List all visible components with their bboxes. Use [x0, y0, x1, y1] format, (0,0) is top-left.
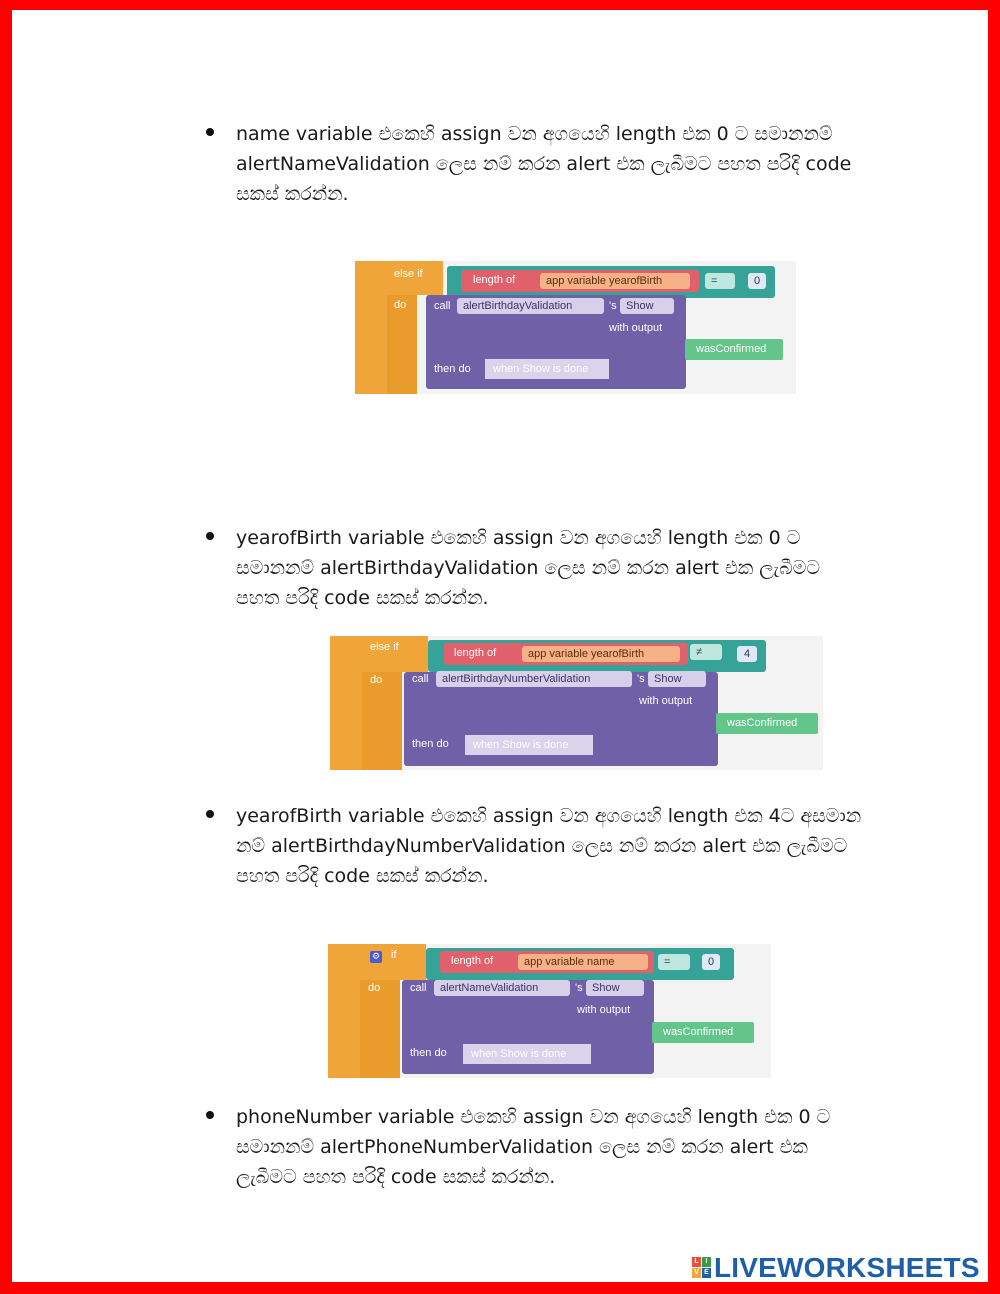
alert-dropdown: alertNameValidation	[434, 980, 570, 996]
variable-dropdown: app variable name	[518, 954, 648, 970]
bullet-dot	[206, 532, 214, 540]
call-label: call	[412, 673, 429, 685]
method-dropdown: Show	[620, 298, 674, 314]
instruction-item	[206, 119, 896, 209]
call-label: call	[434, 300, 451, 312]
number-field: 0	[748, 273, 766, 289]
apostrophe-s: 's	[609, 300, 617, 312]
instruction-text: name variable එකෙහි assign වන අගයෙහි length එක 0 ට සමානනම් alertNameValidation ලෙස නම් කරන alert එක ලැබීමට පහත පරිදි code සකස් කරන්න.	[236, 123, 852, 205]
output-label: wasConfirmed	[663, 1026, 734, 1038]
do-label: do	[394, 299, 407, 311]
output-label: wasConfirmed	[727, 717, 798, 729]
gear-icon[interactable]: ⚙	[371, 952, 381, 962]
instruction-text: phoneNumber variable එකෙහි assign වන අගයෙහි length එක 0 ට සමානනම් alertPhoneNumberValidation ලෙස නම් කරන alert එක ලැබීමට පහත පරිදි code සකස් කරන්න.	[236, 1106, 831, 1188]
instruction-text: yearofBirth variable එකෙහි assign වන අගයෙහි length එක 4ට අසමාන නම් alertBirthdayNumberValidation ලෙස නම් කරන alert එක ලැබීමට පහත පරිදි code සකස් කරන්න.	[236, 805, 862, 887]
output-label: wasConfirmed	[696, 343, 767, 355]
then-do-socket: when Show is done	[463, 1044, 591, 1064]
operator-dropdown: =	[705, 273, 735, 289]
with-output-label: with output	[609, 322, 663, 334]
if-block-edge	[355, 261, 387, 394]
apostrophe-s: 's	[637, 673, 645, 685]
logo-wordmark: LIVEWORKSHEETS	[714, 1252, 980, 1283]
if-block-edge	[328, 944, 360, 1078]
alert-dropdown: alertBirthdayNumberValidation	[436, 671, 632, 687]
if-block-edge	[330, 636, 362, 770]
instruction-item	[206, 523, 896, 613]
then-do-label: then do	[434, 363, 471, 375]
operator-dropdown: =	[658, 954, 690, 970]
number-field: 0	[702, 954, 720, 970]
with-output-label: with output	[639, 695, 693, 707]
bullet-dot	[206, 810, 214, 818]
method-dropdown: Show	[586, 980, 644, 996]
bullet-dot	[206, 1111, 214, 1119]
with-output-label: with output	[577, 1004, 631, 1016]
then-do-socket: when Show is done	[485, 359, 609, 379]
length-of-label: length of	[451, 955, 494, 967]
method-dropdown: Show	[648, 671, 706, 687]
code-block-screenshot	[355, 261, 796, 394]
then-do-label: then do	[410, 1047, 447, 1059]
else-if-label: else if	[370, 641, 399, 653]
alert-dropdown: alertBirthdayValidation	[457, 298, 604, 314]
instruction-text: yearofBirth variable එකෙහි assign වන අගයෙහි length එක 0 ට සමානනම් alertBirthdayValidation ලෙස නම් කරන alert එක ලැබීමට පහත පරිදි code සකස් කරන්න.	[236, 527, 821, 609]
then-do-socket: when Show is done	[465, 735, 593, 755]
liveworksheets-logo[interactable]	[692, 1253, 992, 1283]
number-field: 4	[737, 646, 757, 662]
apostrophe-s: 's	[575, 982, 583, 994]
variable-dropdown: app variable yearofBirth	[540, 273, 690, 289]
do-block	[362, 672, 402, 770]
length-of-label: length of	[454, 647, 497, 659]
variable-dropdown: app variable yearofBirth	[522, 646, 680, 662]
instruction-item	[206, 1102, 896, 1192]
do-label: do	[368, 982, 381, 994]
else-if-label: else if	[394, 268, 423, 280]
operator-dropdown: ≠	[690, 644, 722, 660]
length-of-label: length of	[473, 274, 516, 286]
do-label: do	[370, 674, 383, 686]
code-block-screenshot	[328, 944, 771, 1078]
then-do-label: then do	[412, 738, 449, 750]
logo-mark-icon: L I V E	[692, 1257, 712, 1279]
call-label: call	[410, 982, 427, 994]
instruction-item	[206, 801, 896, 891]
bullet-dot	[206, 128, 214, 136]
if-label: if	[391, 949, 397, 961]
do-block	[360, 980, 400, 1078]
code-block-screenshot	[330, 636, 823, 770]
